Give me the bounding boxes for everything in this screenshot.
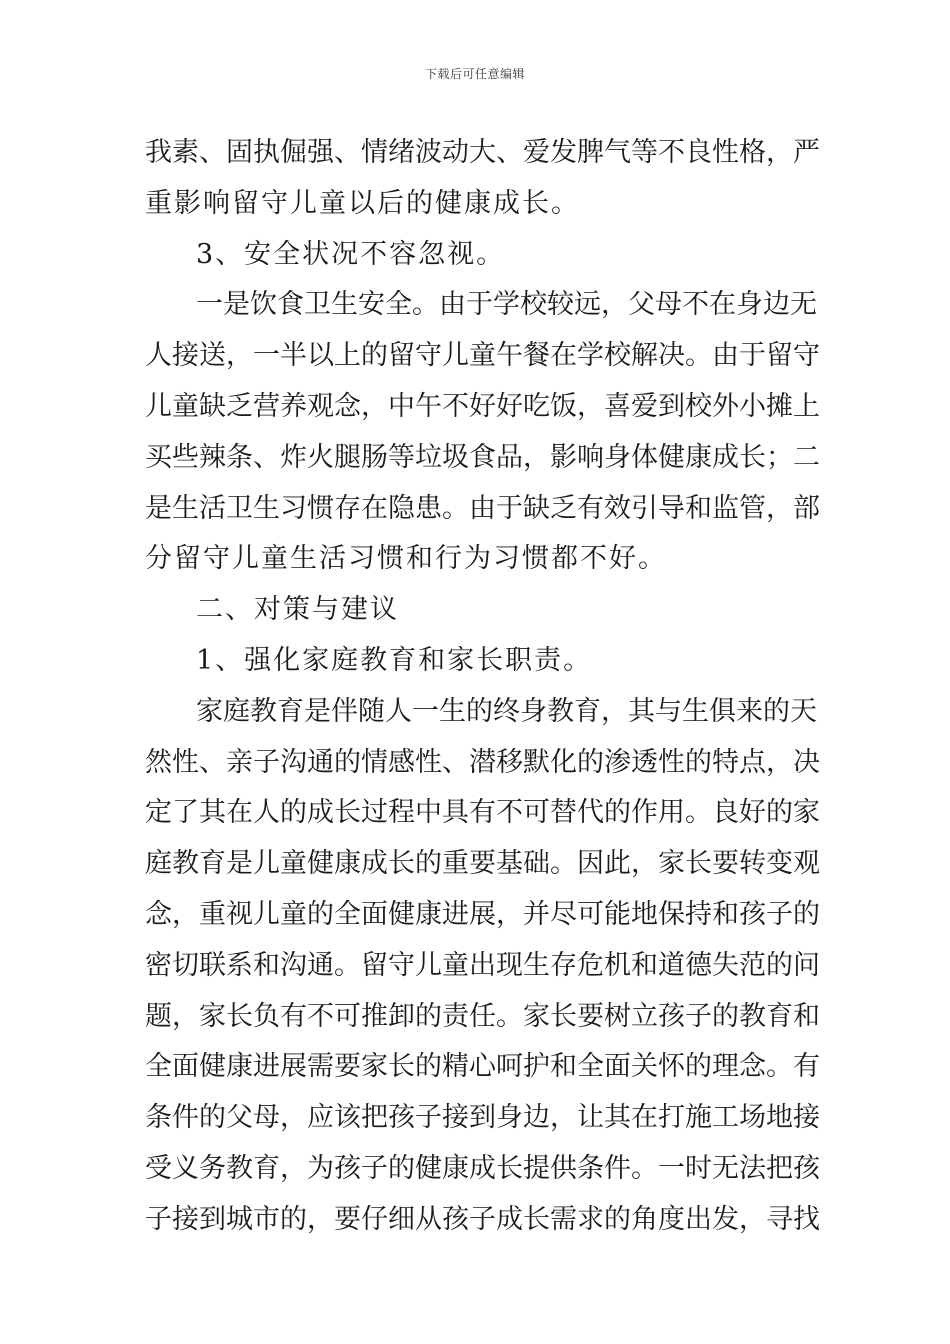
text-line: 人接送，一半以上的留守儿童午餐在学校解决。由于留守 [145,340,820,372]
section-subheading: 1、强化家庭教育和家长职责。 [196,644,593,676]
page-header: 下载后可任意编辑 [424,67,525,81]
section-heading: 二、对策与建议 [196,594,399,626]
text-line: 我素、固执倔强、情绪波动大、爱发脾气等不良性格，严 [145,137,820,168]
text-line: 定了其在人的成长过程中具有不可替代的作用。良好的家 [145,797,820,829]
text-line: 子接到城市的，要仔细从孩子成长需求的角度出发，寻找 [145,1203,820,1235]
paragraph-first-line: 一是饮食卫生安全。由于学校较远，父母不在身边无 [196,289,817,321]
text-line: 然性、亲子沟通的情感性、潜移默化的渗透性的特点，决 [145,746,820,778]
paragraph-first-line: 家庭教育是伴随人一生的终身教育，其与生俱来的天 [196,695,817,727]
text-line: 是生活卫生习惯存在隐患。由于缺乏有效引导和监管，部 [145,492,820,524]
text-line: 庭教育是儿童健康成长的重要基础。因此，家长要转变观 [145,848,820,880]
text-line: 密切联系和沟通。留守儿童出现生存危机和道德失范的问 [145,949,820,981]
text-line: 全面健康进展需要家长的精心呵护和全面关怀的理念。有 [145,1051,820,1083]
text-line: 题，家长负有不可推卸的责任。家长要树立孩子的教育和 [145,1000,820,1032]
text-line: 条件的父母，应该把孩子接到身边，让其在打施工场地接 [145,1102,820,1134]
document-body [145,128,820,1246]
text-line: 重影响留守儿童以后的健康成长。 [145,187,580,219]
section-subheading: 3、安全状况不容忽视。 [196,238,506,270]
text-line: 买些辣条、炸火腿肠等垃圾食品，影响身体健康成长；二 [145,441,820,473]
text-line: 受义务教育，为孩子的健康成长提供条件。一时无法把孩 [145,1152,820,1184]
text-line: 分留守儿童生活习惯和行为习惯都不好。 [145,543,667,575]
text-line: 儿童缺乏营养观念，中午不好好吃饭，喜爱到校外小摊上 [145,390,820,422]
text-line: 念，重视儿童的全面健康进展，并尽可能地保持和孩子的 [145,898,820,930]
